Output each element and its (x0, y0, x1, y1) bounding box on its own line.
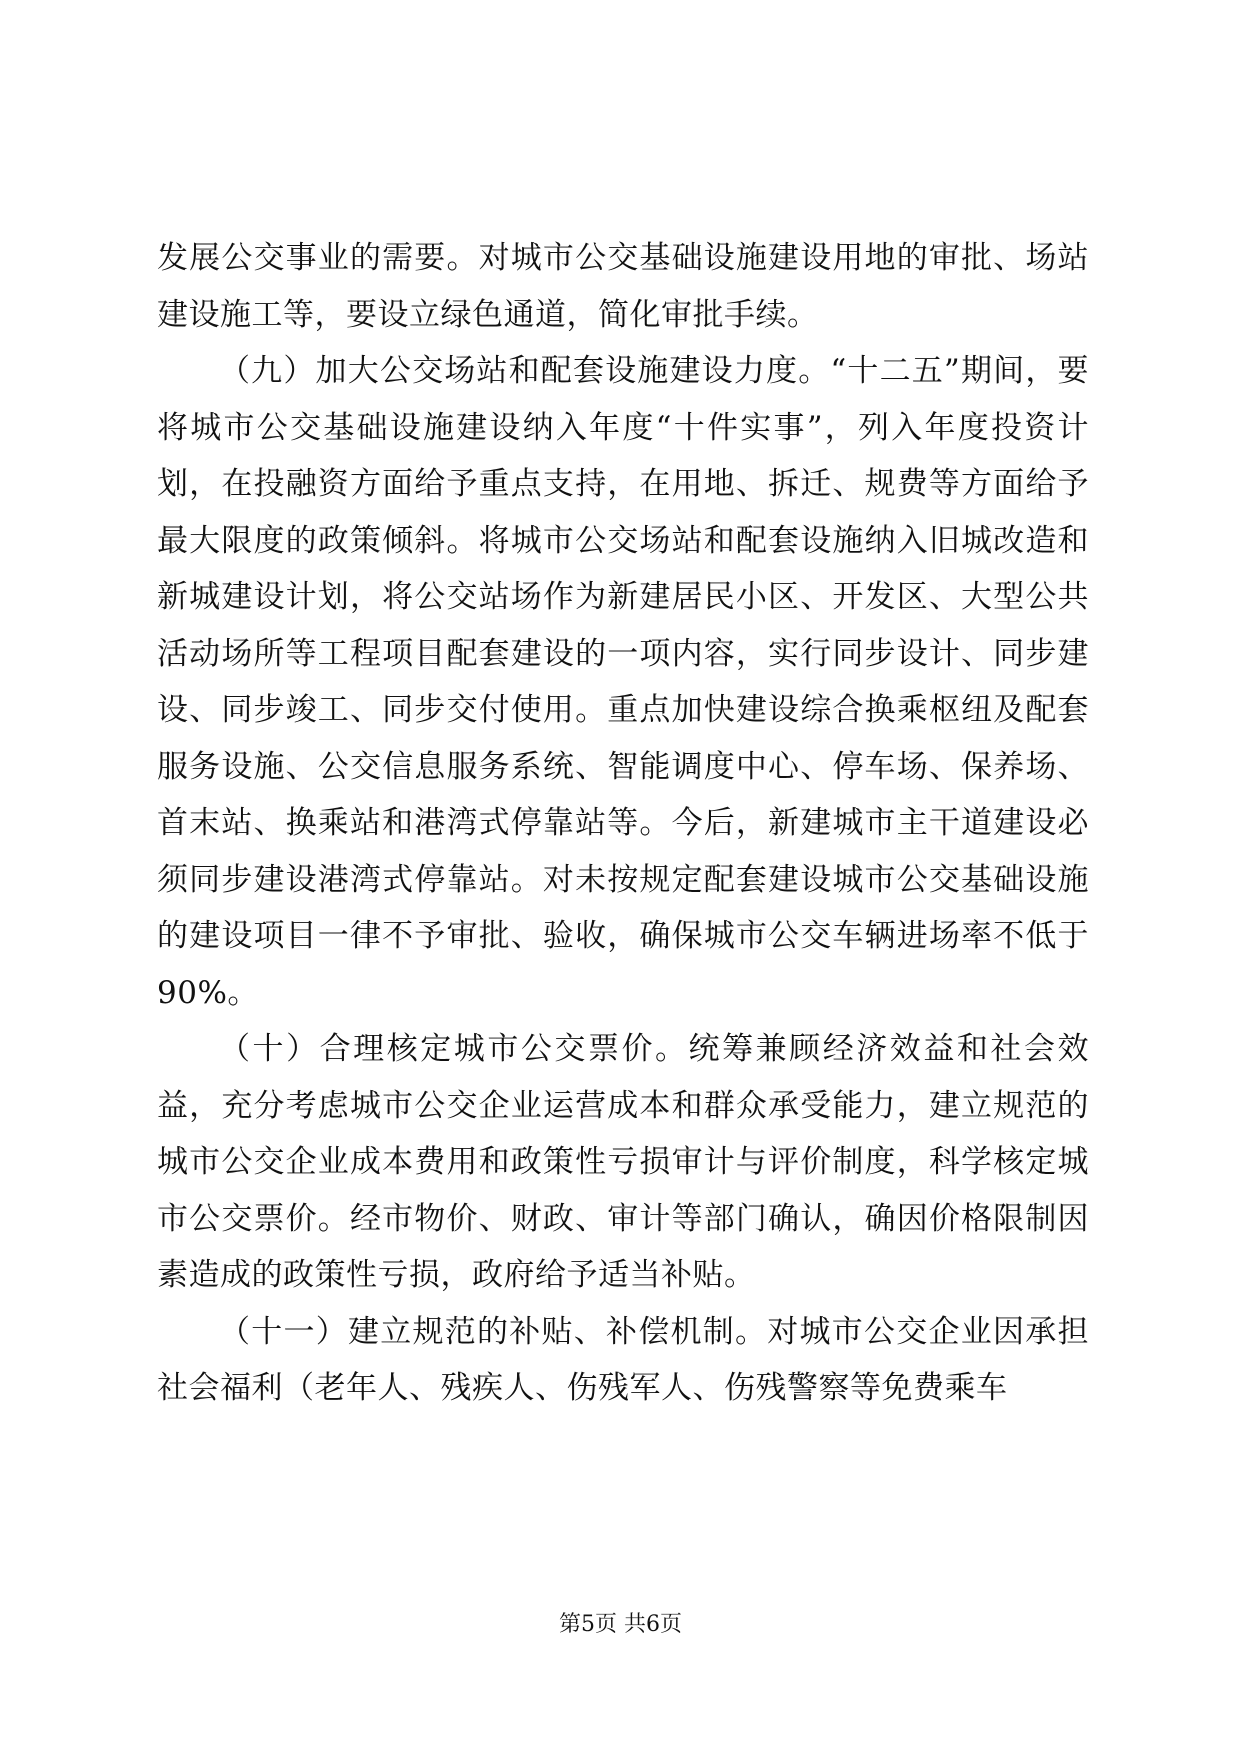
paragraph-section-11: （十一）建立规范的补贴、补偿机制。对城市公交企业因承担社会福利（老年人、残疾人、伤残军人、伤残警察等免费乘车 (157, 1313, 1089, 1406)
paragraph-section-10: （十）合理核定城市公交票价。统筹兼顾经济效益和社会效益，充分考虑城市公交企业运营成本和群众承受能力，建立规范的城市公交企业成本费用和政策性亏损审计与评价制度，科学核定城市公交票价。经市物价、财政、审计等部门确认，确因价格限制因素造成的政策性亏损，政府给予适当补贴。 (157, 1031, 1089, 1293)
paragraph-continuation: 发展公交事业的需要。对城市公交基础设施建设用地的审批、场站建设施工等，要设立绿色通道，简化审批手续。 (157, 240, 1089, 333)
document-body (157, 230, 1089, 1417)
page-number-label: 第5页 共6页 (559, 1612, 682, 1637)
paragraph-section-9: （九）加大公交场站和配套设施建设力度。“十二五”期间，要将城市公交基础设施建设纳入年度“十件实事”，列入年度投资计划，在投融资方面给予重点支持，在用地、拆迁、规费等方面给予最大限度的政策倾斜。将城市公交场站和配套设施纳入旧城改造和新城建设计划，将公交站场作为新建居民小区、开发区、大型公共活动场所等工程项目配套建设的一项内容，实行同步设计、同步建设、同步竣工、同步交付使用。重点加快建设综合换乘枢纽及配套服务设施、公交信息服务系统、智能调度中心、停车场、保养场、首末站、换乘站和港湾式停靠站等。今后，新建城市主干道建设必须同步建设港湾式停靠站。对未按规定配套建设城市公交基础设施的建设项目一律不予审批、验收，确保城市公交车辆进场率不低于90%。 (157, 353, 1089, 1011)
page-footer (0, 1610, 1241, 1640)
